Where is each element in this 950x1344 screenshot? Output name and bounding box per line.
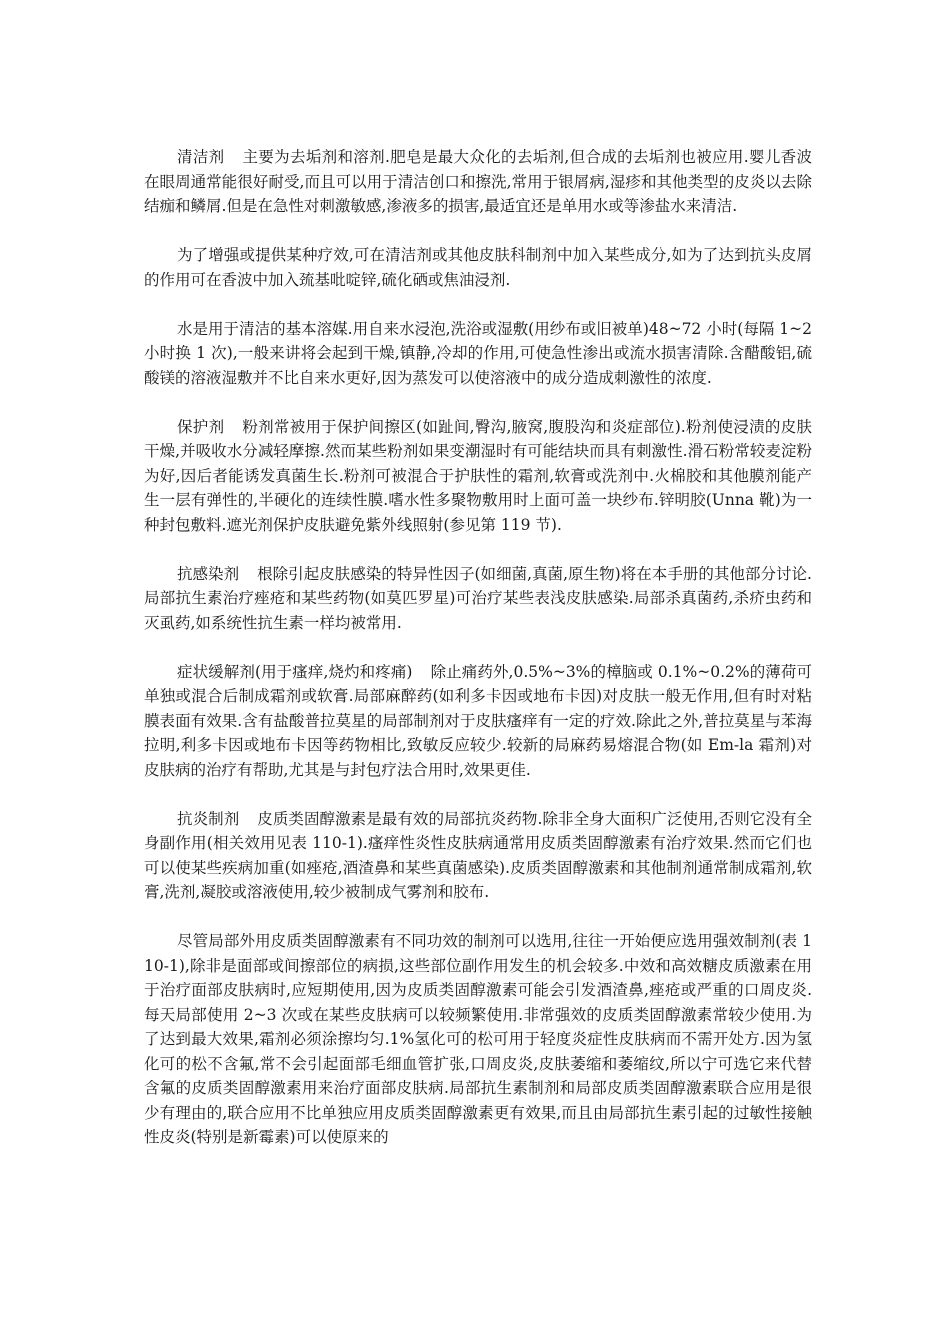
paragraph-text: 主要为去垢剂和溶剂.肥皂是最大众化的去垢剂,但合成的去垢剂也被应用.婴儿香波在眼周通常能很好耐受,而且可以用于清洁创口和擦洗,常用于银屑病,湿疹和其他类型的皮炎以去除结痂和鳞屑.但是在急性对刺激敏感,渗液多的损害,最适宜还是单用水或等渗盐水来清洁. bbox=[144, 148, 812, 215]
paragraph-heading: 抗炎制剂 bbox=[177, 809, 240, 828]
document-body bbox=[144, 145, 812, 1150]
paragraph-water bbox=[144, 317, 812, 391]
paragraph-anti-inflammatory bbox=[144, 807, 812, 905]
paragraph-additives bbox=[144, 243, 812, 292]
paragraph-symptom-relief bbox=[144, 660, 812, 783]
paragraph-text: 水是用于清洁的基本溶媒.用自来水浸泡,洗浴或湿敷(用纱布或旧被单)48~72 小时(每隔 1~2 小时换 1 次),一般来讲将会起到干燥,镇静,冷却的作用,可使急性渗出或流水损害清除.含醋酸铝,硫酸镁的溶液湿敷并不比自来水更好,因为蒸发可以使溶液中的成分造成刺激性的浓度. bbox=[144, 319, 812, 387]
paragraph-heading: 抗感染剂 bbox=[177, 564, 240, 583]
paragraph-text: 除止痛药外,0.5%~3%的樟脑或 0.1%~0.2%的薄荷可单独或混合后制成霜剂或软膏.局部麻醉药(如利多卡因或地布卡因)对皮肤一般无作用,但有时对粘膜表面有效果.含有盐酸普拉莫星的局部制剂对于皮肤瘙痒有一定的疗效.除此之外,普拉莫星与苯海拉明,利多卡因或地布卡因等药物相比,致敏反应较少.较新的局麻药易熔混合物(如 Em-la 霜剂)对皮肤病的治疗有帮助,尤其是与封包疗法合用时,效果更佳. bbox=[144, 662, 812, 779]
paragraph-heading: 症状缓解剂(用于瘙痒,烧灼和疼痛) bbox=[177, 662, 413, 681]
paragraph-cleansers bbox=[144, 145, 812, 219]
paragraph-protectants bbox=[144, 415, 812, 538]
paragraph-text: 为了增强或提供某种疗效,可在清洁剂或其他皮肤科制剂中加入某些成分,如为了达到抗头皮屑的作用可在香波中加入巯基吡啶锌,硫化硒或焦油浸剂. bbox=[144, 246, 812, 289]
paragraph-heading: 保护剂 bbox=[177, 417, 225, 436]
paragraph-text: 尽管局部外用皮质类固醇激素有不同功效的制剂可以选用,往往一开始便应选用强效制剂(表 110-1),除非是面部或间擦部位的病损,这些部位副作用发生的机会较多.中效和高效糖皮质激素在用于治疗面部皮肤病时,应短期使用,因为皮质类固醇激素可能会引发酒渣鼻,痤疮或严重的口周皮炎.每天局部使用 2~3 次或在某些皮肤病可以较频繁使用.非常强效的皮质类固醇激素常较少使用.为了达到最大效果,霜剂必须涂擦均匀.1%氢化可的松可用于轻度炎症性皮肤病而不需开处方.因为氢化可的松不含氟,常不会引起面部毛细血管扩张,口周皮炎,皮肤萎缩和萎缩纹,所以宁可选它来代替含氟的皮质类固醇激素用来治疗面部皮肤病.局部抗生素制剂和局部皮质类固醇激素联合应用是很少有理由的,联合应用不比单独应用皮质类固醇激素更有效果,而且由局部抗生素引起的过敏性接触性皮炎(特别是新霉素)可以使原来的 bbox=[144, 932, 813, 1146]
paragraph-text: 根除引起皮肤感染的特异性因子(如细菌,真菌,原生物)将在本手册的其他部分讨论.局部抗生素治疗痤疮和某些药物(如莫匹罗星)可治疗某些表浅皮肤感染.局部杀真菌药,杀疥虫药和灭虱药,如系统性抗生素一样均被常用. bbox=[144, 564, 812, 632]
paragraph-heading: 清洁剂 bbox=[177, 148, 225, 166]
paragraph-anti-infectives bbox=[144, 562, 812, 636]
paragraph-text: 皮质类固醇激素是最有效的局部抗炎药物.除非全身大面积广泛使用,否则它没有全身副作用(相关效用见表 110-1).瘙痒性炎性皮肤病通常用皮质类固醇激素有治疗效果.然而它们也可以使某些疾病加重(如痤疮,酒渣鼻和某些真菌感染).皮质类固醇激素和其他制剂通常制成霜剂,软膏,洗剂,凝胶或溶液使用,较少被制成气雾剂和胶布. bbox=[144, 809, 812, 901]
paragraph-text: 粉剂常被用于保护间擦区(如趾间,臀沟,腋窝,腹股沟和炎症部位).粉剂使浸渍的皮肤干燥,并吸收水分减轻摩擦.然而某些粉剂如果变潮湿时有可能结块而具有刺激性.滑石粉常较麦淀粉为好,因后者能诱发真菌生长.粉剂可被混合于护肤性的霜剂,软膏或洗剂中.火棉胶和其他膜剂能产生一层有弹性的,半硬化的连续性膜.嗜水性多聚物敷用时上面可盖一块纱布.锌明胶(Unna 靴)为一种封包敷料.遮光剂保护皮肤避免紫外线照射(参见第 119 节). bbox=[144, 417, 812, 534]
paragraph-corticosteroids bbox=[144, 929, 812, 1150]
